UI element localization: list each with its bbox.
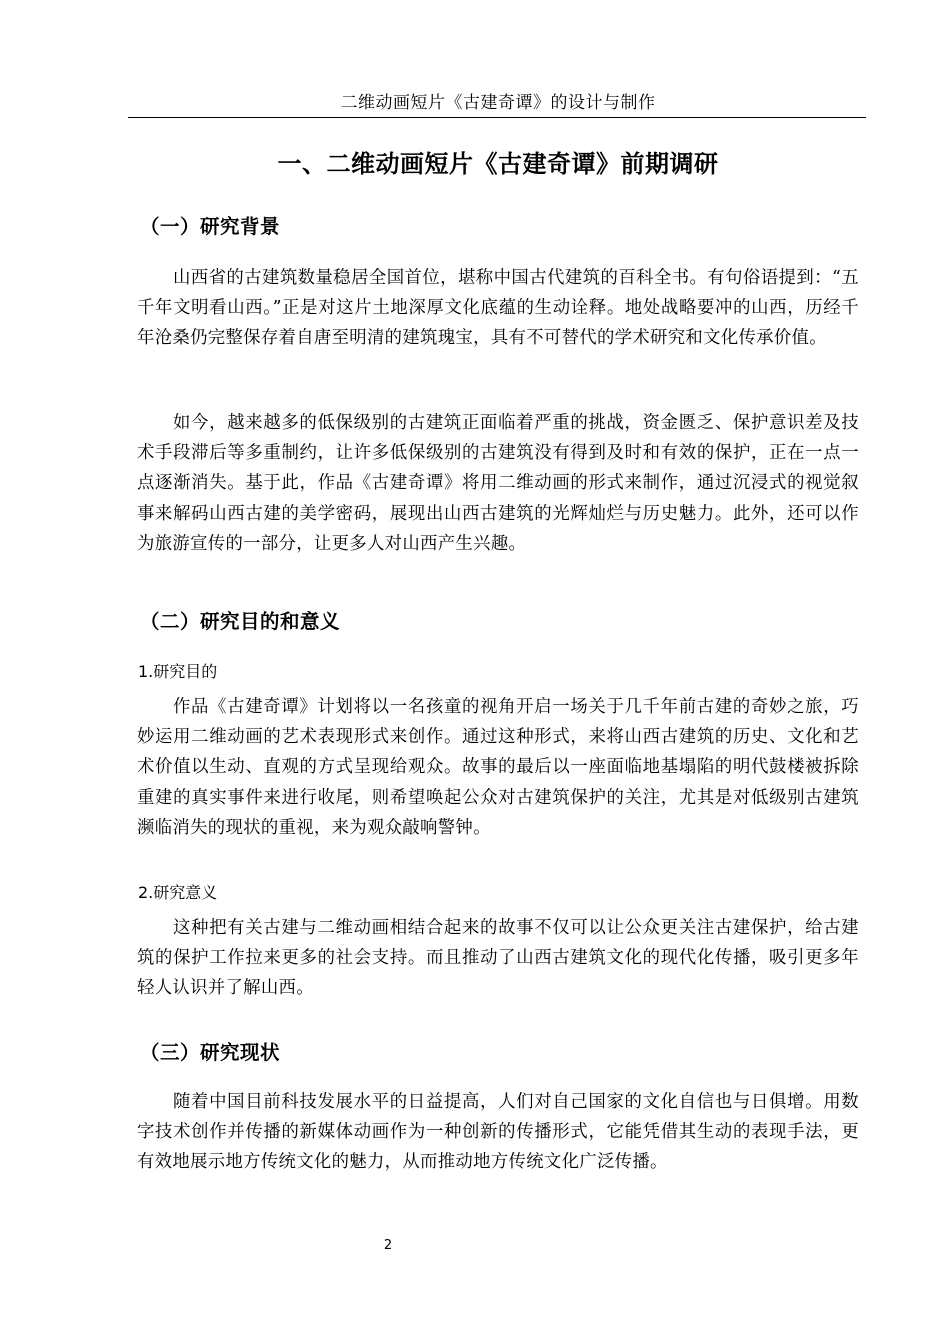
- section-heading-background: （一）研究背景: [140, 215, 281, 238]
- subheading-research-significance: 2.研究意义: [138, 883, 218, 902]
- subheading-research-purpose: 1.研究目的: [138, 662, 218, 681]
- header-divider: [128, 117, 866, 118]
- section-heading-purpose-significance: （二）研究目的和意义: [140, 610, 341, 633]
- research-status-paragraph: 随着中国目前科技发展水平的日益提高，人们对自己国家的文化自信也与日俱增。用数字技术创作并传播的新媒体动画作为一种创新的传播形式，它能凭借其生动的表现手法，更有效地展示地方传统文化的魅力，从而推动地方传统文化广泛传播。: [137, 1092, 859, 1173]
- background-paragraph-1: 山西省的古建筑数量稳居全国首位，堪称中国古代建筑的百科全书。有句俗语提到：“五千年文明看山西。”正是对这片土地深厚文化底蕴的生动诠释。地处战略要冲的山西，历经千年沧桑仍完整保存着自唐至明清的建筑瑰宝，具有不可替代的学术研究和文化传承价值。: [137, 268, 859, 349]
- background-paragraph-2: 如今，越来越多的低保级别的古建筑正面临着严重的挑战，资金匮乏、保护意识差及技术手段滞后等多重制约，让许多低保级别的古建筑没有得到及时和有效的保护，正在一点一点逐渐消失。基于此，作品《古建奇谭》将用二维动画的形式来制作，通过沉浸式的视觉叙事来解码山西古建的美学密码，展现出山西古建筑的光辉灿烂与历史魅力。此外，还可以作为旅游宣传的一部分，让更多人对山西产生兴趣。: [137, 413, 859, 554]
- running-header: 二维动画短片《古建奇谭》的设计与制作: [340, 93, 656, 113]
- page-number: 2: [383, 1238, 393, 1253]
- section-heading-research-status: （三）研究现状: [140, 1041, 281, 1064]
- significance-paragraph: 这种把有关古建与二维动画相结合起来的故事不仅可以让公众更关注古建保护，给古建筑的保护工作拉来更多的社会支持。而且推动了山西古建筑文化的现代化传播，吸引更多年轻人认识并了解山西。: [137, 918, 859, 999]
- purpose-paragraph: 作品《古建奇谭》计划将以一名孩童的视角开启一场关于几千年前古建的奇妙之旅，巧妙运用二维动画的艺术表现形式来创作。通过这种形式，来将山西古建筑的历史、文化和艺术价值以生动、直观的方式呈现给观众。故事的最后以一座面临地基塌陷的明代鼓楼被拆除重建的真实事件来进行收尾，则希望唤起公众对古建筑保护的关注，尤其是对低级别古建筑濒临消失的现状的重视，来为观众敲响警钟。: [137, 697, 859, 838]
- chapter-title: 一、二维动画短片《古建奇谭》前期调研: [277, 150, 719, 178]
